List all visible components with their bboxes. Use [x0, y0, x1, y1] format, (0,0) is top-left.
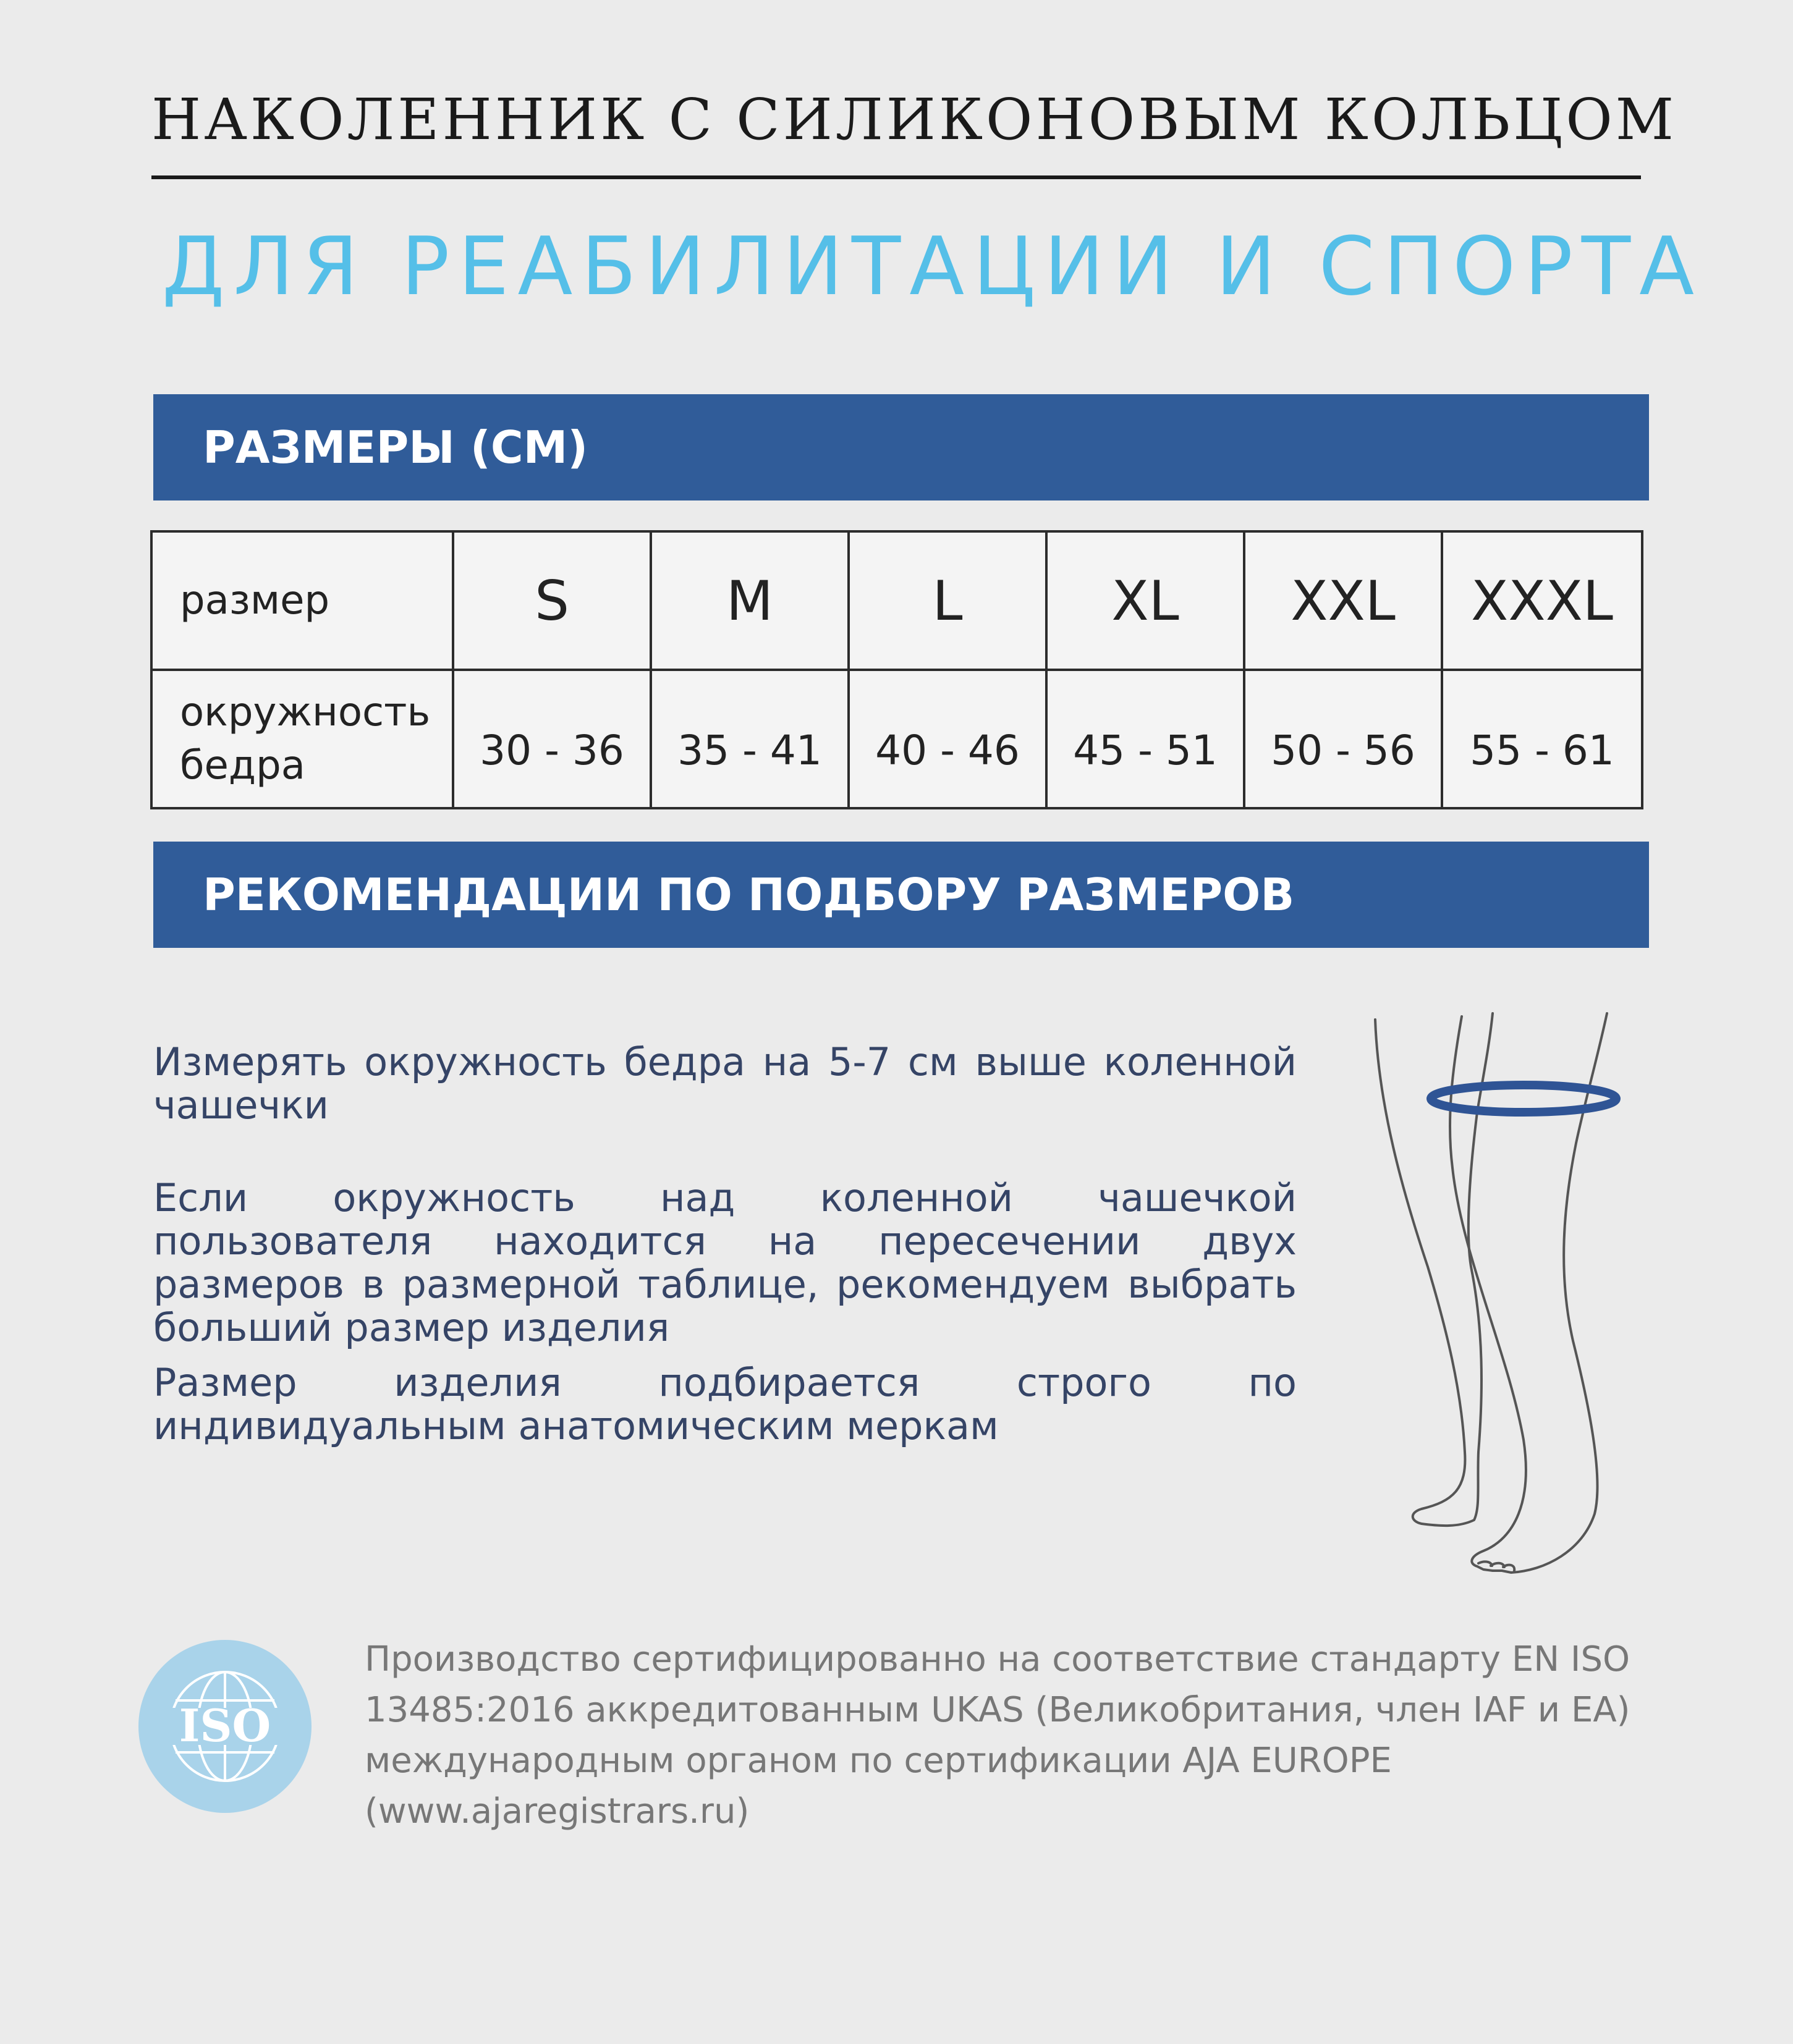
certification-text: Производство сертифицированно на соответствие стандарту EN ISO 13485:2016 аккредитованным UKAS (Великобритания, член IAF и EA) международным органом по сертификации AJA EUROPE (www.ajaregistrars.ru)	[365, 1639, 1630, 1831]
recommendation-text: Размер изделия подбирается строго по индивидуальным анатомическим меркам	[153, 1360, 1297, 1448]
recommendation-text: Если окружность над коленной чашечкой пользователя находится на пересечении двух размеров в размерной таблице, рекомендуем выбрать больший размер изделия	[153, 1175, 1297, 1350]
recommendations-section-header	[153, 842, 1649, 948]
circumference-cell: 45 - 51	[1046, 670, 1244, 808]
circumference-cell: 35 - 41	[651, 670, 849, 808]
size-cell: XL	[1046, 531, 1244, 670]
recommendation-text: Измерять окружность бедра на 5-7 см выше коленной чашечки	[153, 1039, 1297, 1128]
size-cell: M	[651, 531, 849, 670]
sizes-section-header	[153, 394, 1649, 500]
size-cell: XXL	[1244, 531, 1442, 670]
size-table	[150, 530, 1643, 809]
size-cell: XXXL	[1442, 531, 1642, 670]
table-row-circumference	[151, 670, 1642, 808]
measuring-band	[1431, 1085, 1616, 1112]
sizes-section-title: РАЗМЕРЫ (СМ)	[203, 421, 588, 473]
page-title: НАКОЛЕННИК С СИЛИКОНОВЫМ КОЛЬЦОМ	[151, 87, 1677, 153]
size-cell: S	[453, 531, 651, 670]
leg-measurement-illustration	[1360, 1007, 1644, 1594]
row-label-circumference: окружность бедра	[151, 670, 453, 808]
iso-logo	[137, 1639, 313, 1814]
circumference-cell: 50 - 56	[1244, 670, 1442, 808]
page-subtitle: ДЛЯ РЕАБИЛИТАЦИИ И СПОРТА	[162, 219, 1703, 313]
circumference-cell: 30 - 36	[453, 670, 651, 808]
table-row-size	[151, 531, 1642, 670]
row-label-size: размер	[151, 531, 453, 670]
circumference-cell: 40 - 46	[849, 670, 1046, 808]
title-divider	[151, 175, 1641, 179]
size-cell: L	[849, 531, 1046, 670]
iso-logo-text: ISO	[179, 1699, 271, 1752]
circumference-cell: 55 - 61	[1442, 670, 1642, 808]
recommendations-section-title: РЕКОМЕНДАЦИИ ПО ПОДБОРУ РАЗМЕРОВ	[203, 869, 1295, 921]
